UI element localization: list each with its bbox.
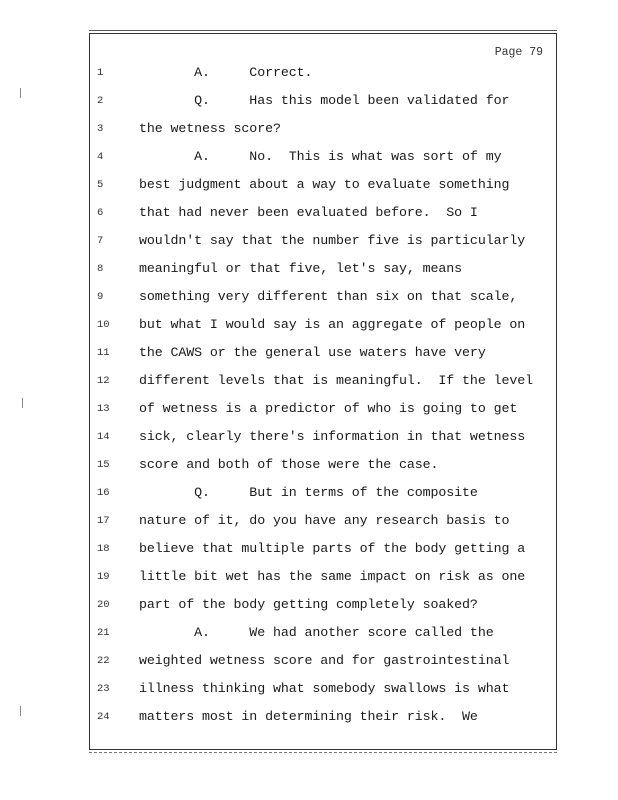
transcript-line xyxy=(89,592,557,620)
line-text: Q. But in terms of the composite xyxy=(139,485,478,500)
line-number: 10 xyxy=(97,319,110,331)
transcript-line xyxy=(89,116,557,144)
scan-mark xyxy=(22,398,26,408)
line-text: different levels that is meaningful. If the level xyxy=(139,373,533,388)
line-text: score and both of those were the case. xyxy=(139,457,439,472)
scan-mark xyxy=(20,706,24,716)
line-number: 17 xyxy=(97,515,110,527)
transcript-line xyxy=(89,368,557,396)
line-number: 5 xyxy=(97,179,104,191)
line-number: 21 xyxy=(97,627,110,639)
line-number: 14 xyxy=(97,431,110,443)
transcript-line xyxy=(89,704,557,732)
transcript-line xyxy=(89,172,557,200)
line-text: A. Correct. xyxy=(139,65,313,80)
line-number: 18 xyxy=(97,543,110,555)
line-text: illness thinking what somebody swallows is what xyxy=(139,681,510,696)
line-text: wouldn't say that the number five is particularly xyxy=(139,233,526,248)
transcript-line xyxy=(89,340,557,368)
transcript-line xyxy=(89,564,557,592)
transcript-line xyxy=(89,200,557,228)
line-number: 2 xyxy=(97,95,104,107)
line-number: 13 xyxy=(97,403,110,415)
line-text: matters most in determining their risk. We xyxy=(139,709,478,724)
line-number: 12 xyxy=(97,375,110,387)
line-text: that had never been evaluated before. So I xyxy=(139,205,478,220)
line-text: of wetness is a predictor of who is going to get xyxy=(139,401,518,416)
line-number: 11 xyxy=(97,347,110,359)
line-text: little bit wet has the same impact on risk as one xyxy=(139,569,526,584)
transcript-line xyxy=(89,144,557,172)
line-text: Q. Has this model been validated for xyxy=(139,93,510,108)
line-text: believe that multiple parts of the body getting a xyxy=(139,541,526,556)
line-number: 6 xyxy=(97,207,104,219)
line-text: weighted wetness score and for gastrointestinal xyxy=(139,653,510,668)
transcript-line xyxy=(89,508,557,536)
line-text: A. We had another score called the xyxy=(139,625,494,640)
top-rule xyxy=(89,30,557,31)
transcript-line xyxy=(89,536,557,564)
line-number: 1 xyxy=(97,67,104,79)
transcript-lines xyxy=(89,60,557,732)
line-number: 19 xyxy=(97,571,110,583)
transcript-line xyxy=(89,676,557,704)
line-number: 16 xyxy=(97,487,110,499)
line-text: but what I would say is an aggregate of people on xyxy=(139,317,526,332)
scan-mark xyxy=(20,88,24,98)
line-number: 4 xyxy=(97,151,104,163)
line-number: 8 xyxy=(97,263,104,275)
transcript-line xyxy=(89,256,557,284)
transcript-line xyxy=(89,88,557,116)
line-text: A. No. This is what was sort of my xyxy=(139,149,502,164)
line-text: sick, clearly there's information in that wetness xyxy=(139,429,526,444)
line-text: the wetness score? xyxy=(139,121,281,136)
line-text: meaningful or that five, let's say, means xyxy=(139,261,463,276)
transcript-line xyxy=(89,648,557,676)
line-number: 3 xyxy=(97,123,104,135)
transcript-line xyxy=(89,228,557,256)
transcript-line xyxy=(89,620,557,648)
line-number: 20 xyxy=(97,599,110,611)
bottom-rule xyxy=(89,752,557,753)
transcript-line xyxy=(89,424,557,452)
line-text: best judgment about a way to evaluate something xyxy=(139,177,510,192)
transcript-line xyxy=(89,312,557,340)
line-text: something very different than six on that scale, xyxy=(139,289,518,304)
line-number: 15 xyxy=(97,459,110,471)
line-number: 9 xyxy=(97,291,104,303)
line-number: 7 xyxy=(97,235,104,247)
line-text: nature of it, do you have any research basis to xyxy=(139,513,510,528)
transcript-line xyxy=(89,284,557,312)
line-number: 24 xyxy=(97,711,110,723)
line-number: 23 xyxy=(97,683,110,695)
line-text: the CAWS or the general use waters have very xyxy=(139,345,486,360)
transcript-line xyxy=(89,60,557,88)
transcript-line xyxy=(89,396,557,424)
page-number-header: Page 79 xyxy=(494,46,543,59)
transcript-line xyxy=(89,480,557,508)
transcript-line xyxy=(89,452,557,480)
line-number: 22 xyxy=(97,655,110,667)
line-text: part of the body getting completely soaked? xyxy=(139,597,478,612)
